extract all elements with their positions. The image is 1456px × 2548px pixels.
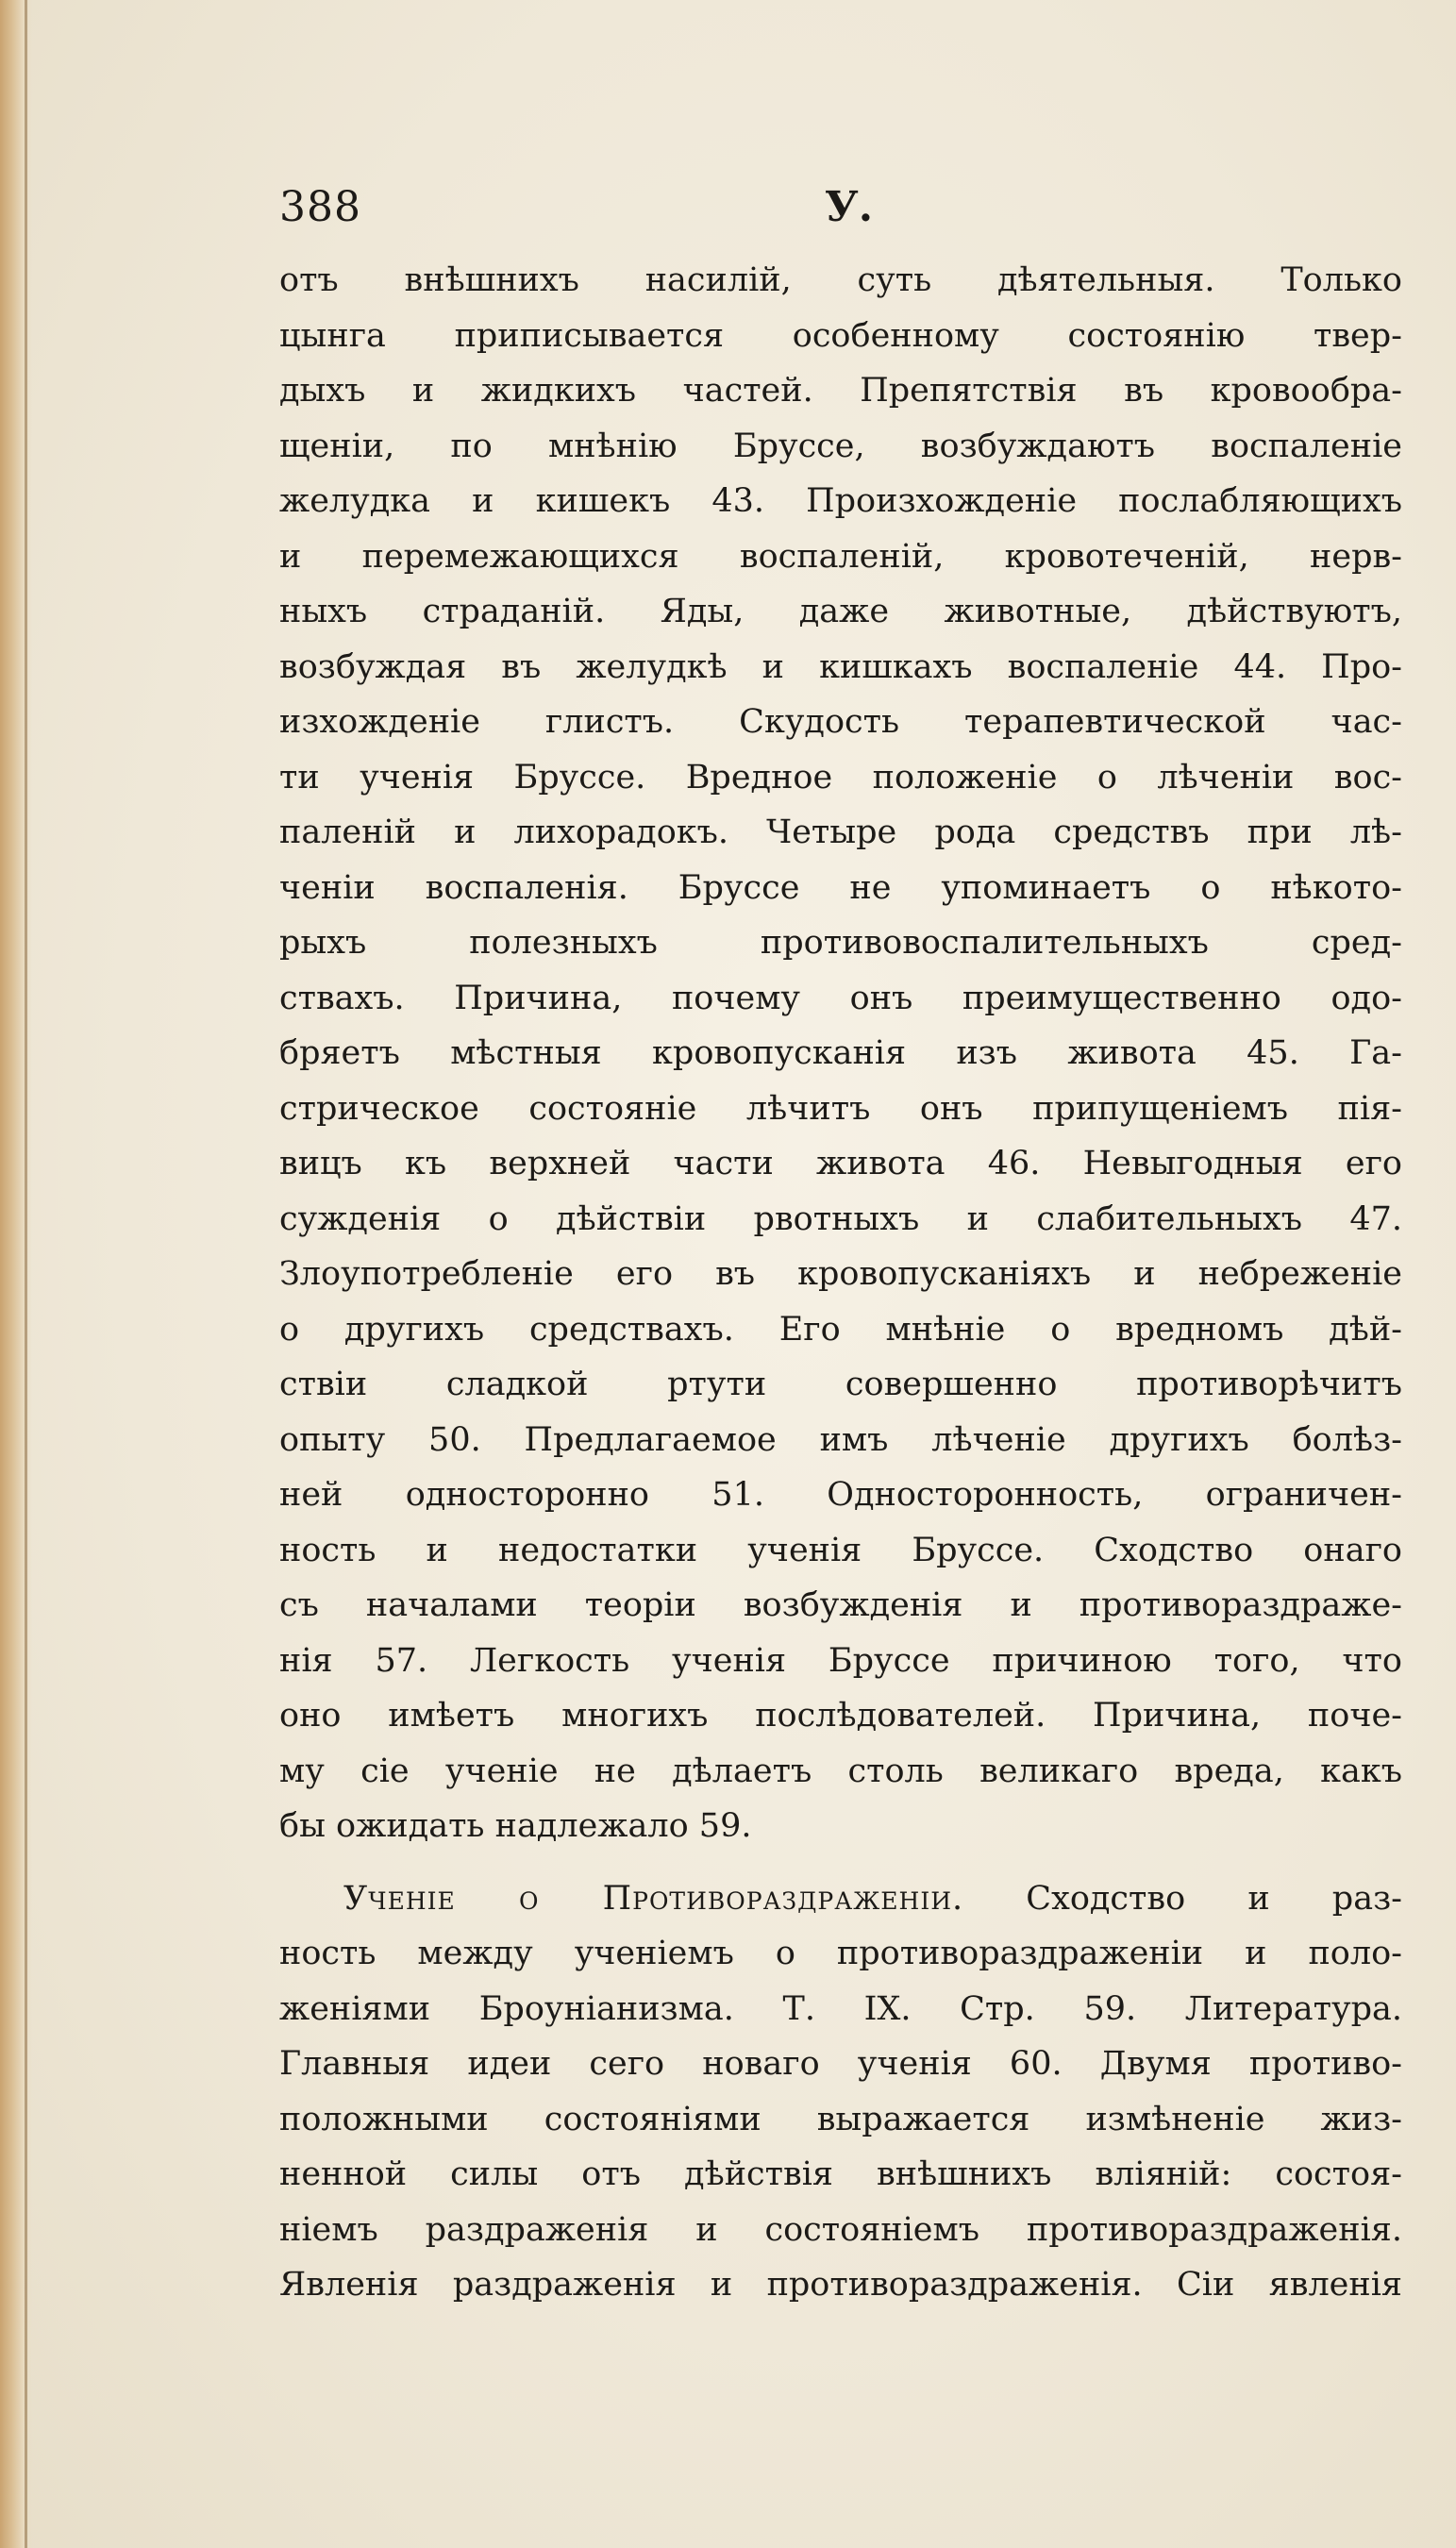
text-line: ней односторонно 51. Односторонность, ограничен-: [279, 1476, 1402, 1514]
paragraph-1: [279, 253, 1402, 1854]
section-heading: Ученіе о Противораздраженіи.: [343, 1879, 964, 1918]
paragraph-2: [279, 1871, 1402, 2313]
text-line: ствахъ. Причина, почему онъ преимущественно одо-: [279, 979, 1402, 1017]
text-line: возбуждая въ желудкѣ и кишкахъ воспаленіе 44. Про-: [279, 647, 1402, 686]
text-line: цынга приписывается особенному состоянію твер-: [279, 316, 1402, 355]
text-line: вицъ къ верхней части живота 46. Невыгодныя его: [279, 1145, 1402, 1182]
text-line: съ началами теоріи возбужденія и противораздраже-: [279, 1586, 1402, 1624]
text-line: оно имѣетъ многихъ послѣдователей. Причина, поче-: [279, 1697, 1402, 1735]
text-line: ченіи воспаленія. Бруссе не упоминаетъ о нѣкото-: [279, 868, 1402, 907]
text-line: стрическое состояніе лѣчитъ онъ припущеніемъ пія-: [279, 1089, 1402, 1128]
page-header: [279, 179, 1402, 236]
text-line: женіями Броуніанизма. Т. IX. Стр. 59. Литература.: [279, 1989, 1402, 2028]
text-line: Явленія раздраженія и противораздраженія. Сіи явленія: [279, 2266, 1402, 2304]
text-line: сужденія о дѣйствіи рвотныхъ и слабительныхъ 47.: [279, 1199, 1402, 1238]
text-line: дыхъ и жидкихъ частей. Препятствія въ кровообра-: [279, 372, 1402, 410]
text-line: ность и недостатки ученія Бруссе. Сходство онаго: [279, 1531, 1402, 1569]
text-line: опыту 50. Предлагаемое имъ лѣченіе другихъ болѣз-: [279, 1420, 1402, 1459]
text-line: бы ожидать надлежало 59.: [279, 1807, 752, 1845]
text-fragment: Сходство и раз-: [963, 1879, 1402, 1918]
text-line: о другихъ средствахъ. Его мнѣніе о вредномъ дѣй-: [279, 1310, 1402, 1349]
text-line: ныхъ страданій. Яды, даже животные, дѣйствуютъ,: [279, 593, 1402, 630]
text-line: бряетъ мѣстныя кровопусканія изъ живота 45. Га-: [279, 1034, 1402, 1072]
text-line: изхожденіе глистъ. Скудость терапевтической час-: [279, 703, 1402, 741]
text-block: [279, 253, 1402, 2313]
text-line: щеніи, по мнѣнію Бруссе, возбуждаютъ воспаленіе: [279, 427, 1402, 465]
text-line: паленій и лихорадокъ. Четыре рода средствъ при лѣ-: [279, 813, 1402, 851]
text-line: ность между ученіемъ о противораздраженіи и поло-: [279, 1935, 1402, 1972]
text-line: желудка и кишекъ 43. Произхожденіе послабляющихъ: [279, 482, 1402, 520]
binding-line: [25, 0, 27, 2548]
text-line: [279, 1871, 1402, 1927]
text-line: ствіи сладкой ртути совершенно противорѣчитъ: [279, 1366, 1402, 1403]
text-line: рыхъ полезныхъ противовоспалительныхъ сред-: [279, 924, 1402, 962]
text-line: ти ученія Бруссе. Вредное положеніе о лѣченіи вос-: [279, 758, 1402, 796]
text-line: положными состояніями выражается измѣненіе жиз-: [279, 2100, 1402, 2138]
page-number: 388: [279, 183, 361, 231]
text-line: Главныя идеи сего новаго ученія 60. Двумя противо-: [279, 2045, 1402, 2083]
running-head: У.: [825, 183, 874, 231]
text-line: нія 57. Легкость ученія Бруссе причиною того, что: [279, 1641, 1402, 1680]
text-line: и перемежающихся воспаленій, кровотеченій, нерв-: [279, 537, 1402, 576]
text-line: ненной силы отъ дѣйствія внѣшнихъ вліяній: состоя-: [279, 2155, 1402, 2193]
text-line: ніемъ раздраженія и состояніемъ противораздраженія.: [279, 2210, 1402, 2249]
text-line: Злоупотребленіе его въ кровопусканіяхъ и небреженіе: [279, 1255, 1402, 1293]
text-line: отъ внѣшнихъ насилій, суть дѣятельныя. Только: [279, 261, 1402, 299]
text-line: му сіе ученіе не дѣлаетъ столь великаго вреда, какъ: [279, 1752, 1402, 1790]
